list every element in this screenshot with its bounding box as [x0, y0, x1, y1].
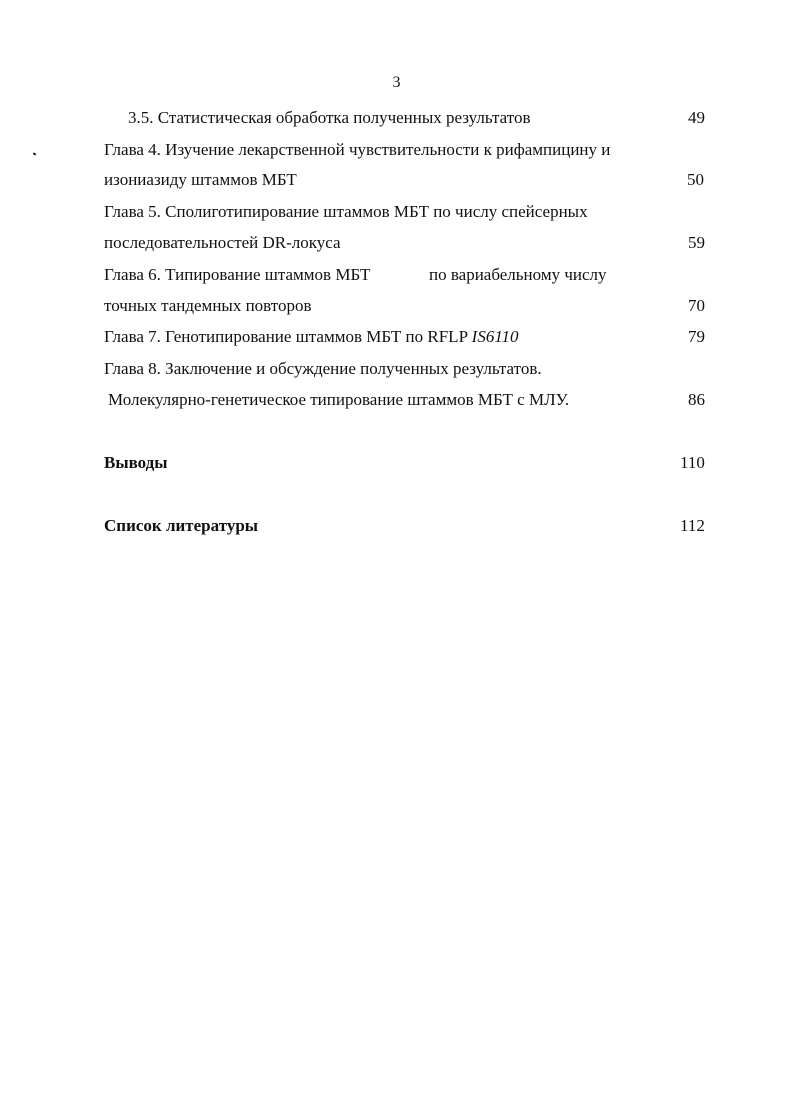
toc-entry-title-italic: IS6110	[471, 327, 519, 346]
toc-entry-title: Список литературы	[104, 516, 259, 535]
toc-entry-page: 50	[687, 170, 704, 189]
toc-entry-page: 59	[688, 233, 705, 252]
toc-entry-title: 3.5. Статистическая обработка полученных результатов	[128, 108, 531, 127]
toc-chapter-6-line-1	[0, 263, 793, 287]
toc-entry-page: 86	[688, 390, 705, 409]
toc-conclusions	[0, 451, 793, 475]
toc-entry-title	[104, 325, 519, 349]
toc-entry-title: Глава 8. Заключение и обсуждение полученных результатов.	[104, 359, 542, 378]
toc-entry-page: 70	[688, 296, 705, 315]
toc-entry-title: Глава 5. Сполиготипирование штаммов МБТ по числу спейсерных	[104, 202, 588, 221]
toc-chapter-6-line-2	[0, 294, 793, 318]
toc-entry-title: Выводы	[104, 453, 168, 472]
toc-entry-page: 49	[688, 108, 705, 127]
toc-entry-title: Глава 4. Изучение лекарственной чувствительности к рифампицину и	[104, 140, 611, 159]
toc-entry-title-text: Глава 7. Генотипирование штаммов МБТ по RFLP	[104, 327, 472, 346]
toc-chapter-5-line-1	[0, 200, 793, 224]
toc-chapter-5-line-2	[0, 231, 793, 255]
toc-references	[0, 514, 793, 538]
toc-entry-3-5	[0, 106, 793, 130]
toc-entry-page: 79	[688, 327, 705, 346]
page-number: 3	[392, 74, 401, 91]
toc-entry-page: 112	[680, 516, 705, 535]
toc-entry-title: последовательностей DR-локуса	[104, 233, 341, 252]
toc-chapter-8-line-1	[0, 357, 793, 381]
toc-chapter-8-line-2	[0, 388, 793, 412]
toc-entry-title-continued: по вариабельному числу	[429, 265, 607, 284]
toc-entry-title: Молекулярно-генетическое типирование штаммов МБТ с МЛУ.	[108, 390, 570, 409]
toc-chapter-4-line-2	[0, 168, 793, 192]
toc-chapter-4-line-1	[0, 138, 793, 162]
toc-entry-title: изониазиду штаммов МБТ	[104, 170, 297, 189]
toc-entry-title: Глава 6. Типирование штаммов МБТ	[104, 265, 371, 284]
toc-entry-page: 110	[680, 453, 705, 472]
toc-chapter-7	[0, 325, 793, 349]
toc-entry-title: точных тандемных повторов	[104, 296, 312, 315]
